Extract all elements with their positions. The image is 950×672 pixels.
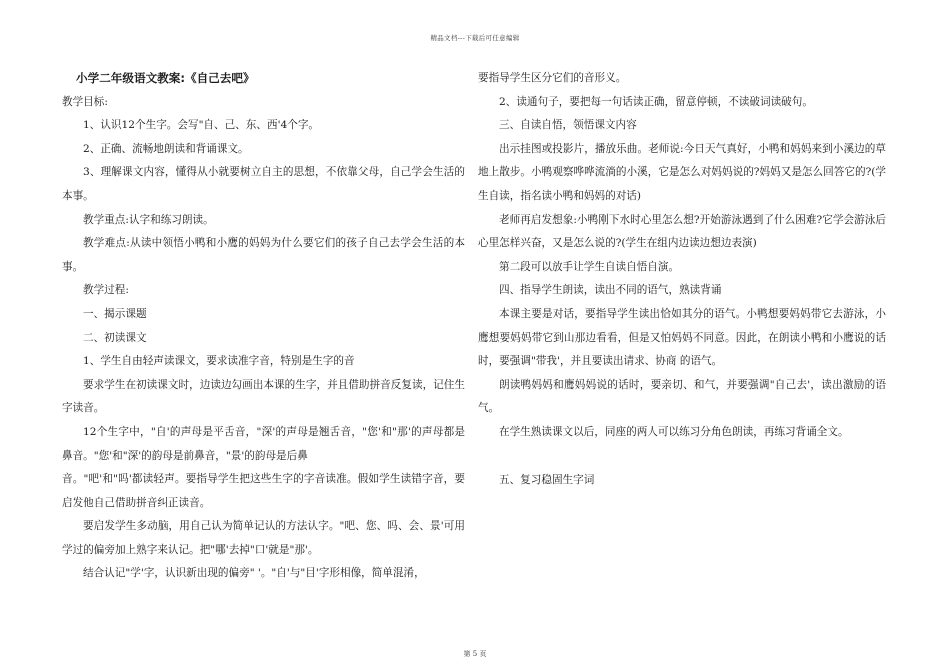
paragraph: 在学生熟读课文以后，同座的两人可以练习分角色朗读，再练习背诵全文。 [499, 425, 849, 438]
section-heading: 一、揭示课题 [83, 307, 147, 320]
document-title: 小学二年级语文教案:《自己去吧》 [76, 71, 255, 85]
paragraph: 2、正确、流畅地朗读和背诵课文。 [83, 142, 249, 155]
paragraph: 出示挂图或投影片，播放乐曲。老师说:今日天气真好，小鸭和妈妈来到小溪边的草地上散步。小鸭观察哗哗流淌的小溪，它是怎么对妈妈说的?妈妈又是怎么回答它的?(学生自读，指名读小鸭和妈妈的对话) [478, 142, 886, 202]
section-heading: 二、初读课文 [83, 331, 147, 344]
paragraph: 1、学生自由轻声读课文，要求读准字音，特别是生字的音 [83, 355, 355, 368]
paragraph: 要指导学生区分它们的音形义。 [478, 72, 627, 84]
paragraph: 老师再启发想象:小鸭刚下水时心里怎么想?开始游泳遇到了什么困难?它学会游泳后心里怎样兴奋，又是怎么说的?(学生在组内边读边想边表演) [478, 213, 886, 250]
paragraph: 教学过程: [83, 284, 129, 297]
paragraph: 12个生字中，"自'的声母是平舌音，"深'的声母是翘舌音，"您'和"那'的声母都是鼻音。"您'和"深'的韵母是前鼻音，"景'的韵母是后鼻 [62, 425, 465, 462]
paragraph: 本课主要是对话，要指导学生读出恰如其分的语气。小鸭想要妈妈带它去游泳，小鹰想要妈妈带它到山那边看看，但是又怕妈妈不同意。因此，在朗读小鸭和小鹰说的话时，要强调"带我'，并且要读出请求、协商 的语气。 [478, 307, 886, 368]
paragraph: 结合认记"学'字，认识新出现的偏旁" '。"自'与"目'字形相像，简单混淆， [83, 567, 425, 580]
section-heading: 四、指导学生朗读，读出不同的语气，熟读背诵 [499, 284, 722, 297]
page-header: 精品文档---下载后可任意编辑 [430, 34, 520, 42]
blank-line [478, 445, 886, 469]
paragraph: 朗读鸭妈妈和鹰妈妈说的话时，要亲切、和气，并要强调"自己去'，读出激励的语气。 [478, 378, 886, 415]
section-heading: 三、自读自悟，领悟课文内容 [499, 119, 637, 132]
paragraph: 教学目标: [62, 95, 108, 108]
paragraph: 教学重点:认字和练习朗读。 [83, 213, 214, 226]
section-heading: 五、复习稳固生字词 [499, 473, 595, 486]
paragraph: 音。"吧'和"吗'都读轻声。要指导学生把这些生字的字音读准。假如学生读错字音，要启发他自己借助拼音纠正读音。 [62, 473, 465, 509]
paragraph: 要求学生在初读课文时，边读边勾画出本课的生字，并且借助拼音反复读，记住生字读音。 [62, 378, 465, 415]
paragraph: 2、读通句子，要把每一句话读正确，留意停顿，不读破词读破句。 [499, 95, 813, 108]
paragraph: 第二段可以放手让学生自读自悟自演。 [499, 260, 680, 273]
paragraph: 3、理解课文内容，懂得从小就要树立自主的思想，不依靠父母，自己学会生活的本事。 [62, 166, 465, 202]
paragraph: 教学难点:从读中领悟小鸭和小鹰的妈妈为什么要它们的孩子自己去学会生活的本事。 [62, 237, 465, 273]
paragraph: 要启发学生多动脑，用自己认为简单记认的方法认字。"吧、您、吗、会、景'可用学过的偏旁加上熟字来认记。把"哪'去掉"口'就是"那'。 [62, 520, 465, 556]
paragraph: 1、认识12个生字。会写"自、己、东、西'4个字。 [83, 119, 320, 132]
page-number: 第 5 页 [463, 650, 487, 658]
right-column [478, 67, 886, 492]
left-column [62, 67, 465, 586]
